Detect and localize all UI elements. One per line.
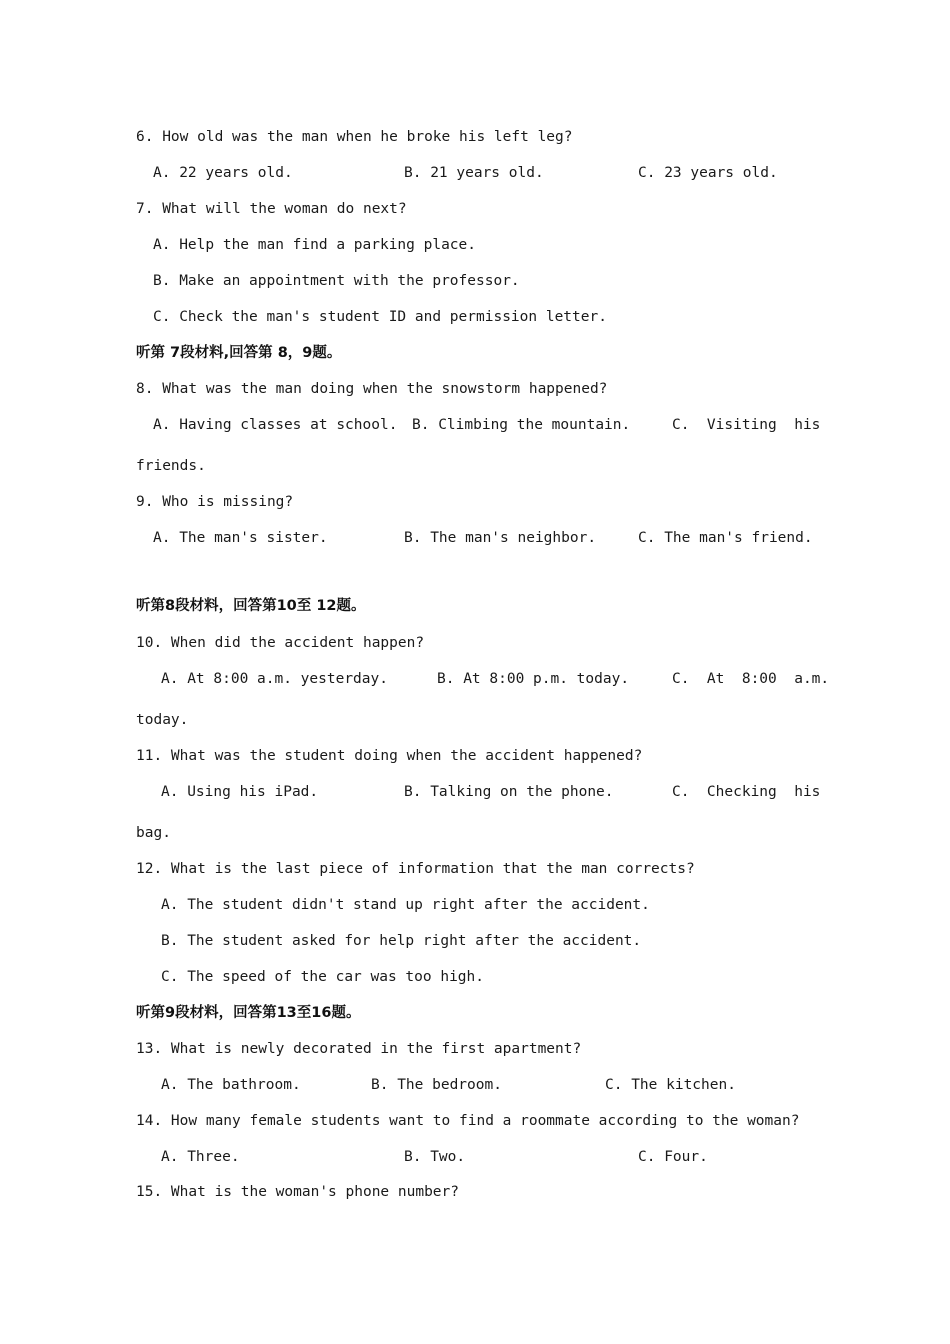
q7-option-c: C. Check the man's student ID and permission letter. bbox=[153, 309, 607, 325]
q14-option-b: B. Two. bbox=[404, 1149, 466, 1165]
section-heading-9: 听第9段材料，回答第13至16题。 bbox=[136, 1005, 361, 1021]
q9-option-a: A. The man's sister. bbox=[153, 530, 328, 546]
q13-option-a: A. The bathroom. bbox=[161, 1077, 301, 1093]
q8-option-a: A. Having classes at school. bbox=[153, 417, 398, 433]
question-6: 6. How old was the man when he broke his left leg? bbox=[136, 129, 573, 145]
q14-option-c: C. Four. bbox=[638, 1149, 708, 1165]
q6-option-a: A. 22 years old. bbox=[153, 165, 293, 181]
question-7: 7. What will the woman do next? bbox=[136, 201, 407, 217]
q9-option-b: B. The man's neighbor. bbox=[404, 530, 597, 546]
q6-option-b: B. 21 years old. bbox=[404, 165, 544, 181]
q11-option-a: A. Using his iPad. bbox=[161, 784, 319, 800]
question-13: 13. What is newly decorated in the first apartment? bbox=[136, 1041, 582, 1057]
q7-option-a: A. Help the man find a parking place. bbox=[153, 237, 477, 253]
q12-option-b: B. The student asked for help right after the accident. bbox=[161, 933, 642, 949]
q14-option-a: A. Three. bbox=[161, 1149, 240, 1165]
q8-option-c-wrap: friends. bbox=[136, 458, 206, 474]
question-12: 12. What is the last piece of information that the man corrects? bbox=[136, 861, 695, 877]
q7-option-b: B. Make an appointment with the professor. bbox=[153, 273, 520, 289]
q10-option-c: C. At 8:00 a.m. bbox=[672, 671, 830, 687]
question-11: 11. What was the student doing when the accident happened? bbox=[136, 748, 643, 764]
q9-option-c: C. The man's friend. bbox=[638, 530, 813, 546]
q12-option-a: A. The student didn't stand up right after the accident. bbox=[161, 897, 650, 913]
question-14: 14. How many female students want to find a roommate according to the woman? bbox=[136, 1113, 800, 1129]
section-heading-7: 听第 7段材料,回答第 8，9题。 bbox=[136, 345, 342, 361]
q8-option-b: B. Climbing the mountain. bbox=[412, 417, 631, 433]
q11-option-b: B. Talking on the phone. bbox=[404, 784, 614, 800]
q13-option-c: C. The kitchen. bbox=[605, 1077, 736, 1093]
q11-option-c-wrap: bag. bbox=[136, 825, 171, 841]
question-10: 10. When did the accident happen? bbox=[136, 635, 425, 651]
question-8: 8. What was the man doing when the snowstorm happened? bbox=[136, 381, 608, 397]
section-heading-8: 听第8段材料，回答第10至 12题。 bbox=[136, 598, 366, 614]
q6-option-c: C. 23 years old. bbox=[638, 165, 778, 181]
q11-option-c: C. Checking his bbox=[672, 784, 821, 800]
question-9: 9. Who is missing? bbox=[136, 494, 294, 510]
q8-option-c: C. Visiting his bbox=[672, 417, 821, 433]
q10-option-a: A. At 8:00 a.m. yesterday. bbox=[161, 671, 388, 687]
question-15: 15. What is the woman's phone number? bbox=[136, 1184, 460, 1200]
q13-option-b: B. The bedroom. bbox=[371, 1077, 502, 1093]
q10-option-c-wrap: today. bbox=[136, 712, 189, 728]
q10-option-b: B. At 8:00 p.m. today. bbox=[437, 671, 630, 687]
q12-option-c: C. The speed of the car was too high. bbox=[161, 969, 485, 985]
